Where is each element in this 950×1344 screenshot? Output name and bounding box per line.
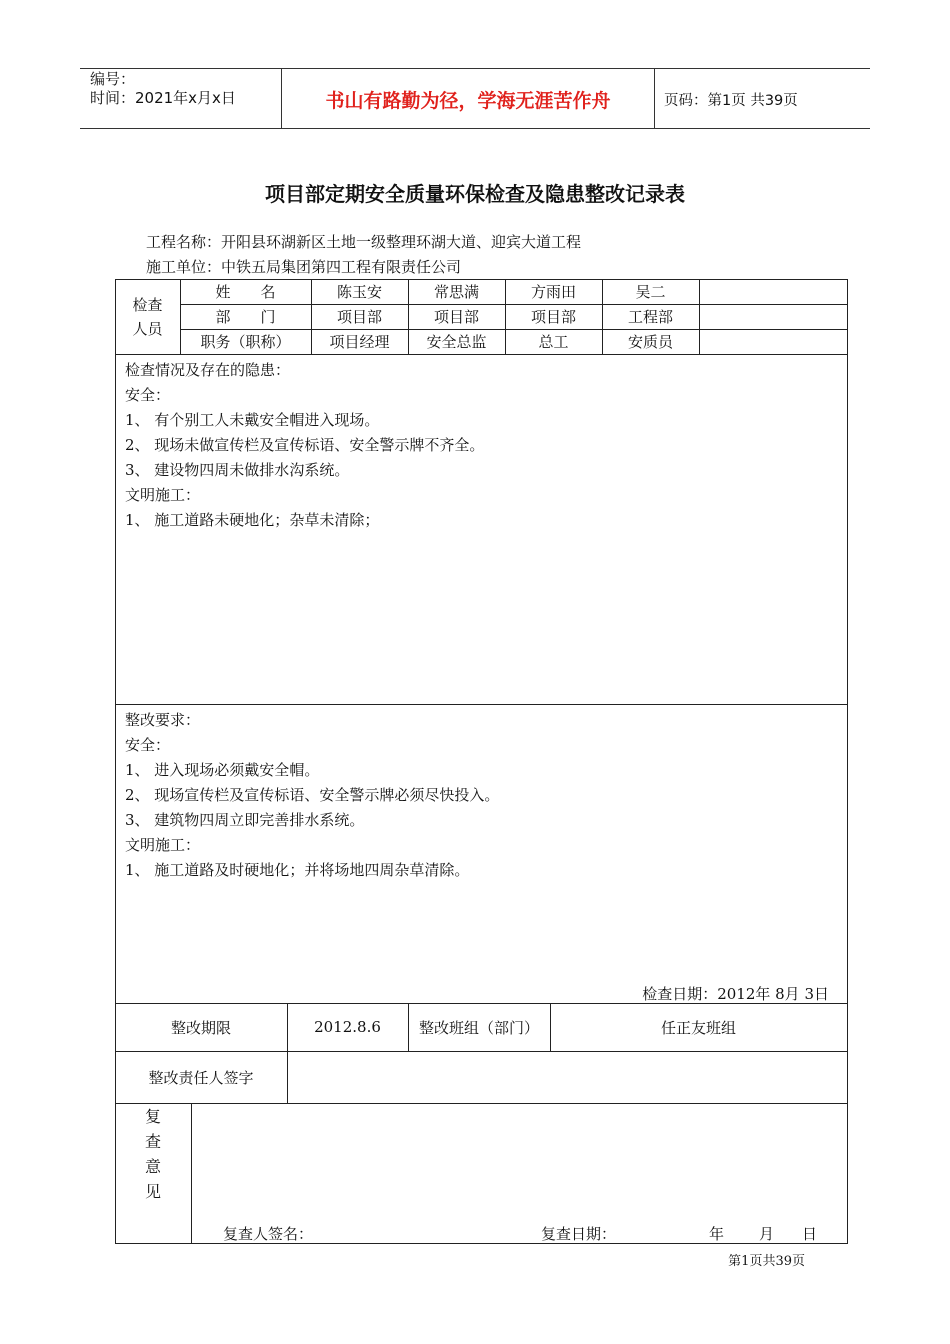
footer-page-text: 第1页共39页 bbox=[728, 1254, 805, 1269]
header-motto: 书山有路勤为径，学海无涯苦作舟 bbox=[325, 90, 611, 112]
findings-line: 1、 施工道路未硬地化；杂草未清除； bbox=[125, 511, 380, 529]
review-date-year: 年 bbox=[709, 1225, 725, 1243]
inspector-department: 项目部 bbox=[530, 308, 576, 326]
inspector-department: 项目部 bbox=[433, 308, 479, 326]
responsible-signature-label: 整改责任人签字 bbox=[148, 1068, 254, 1087]
table-line bbox=[115, 354, 848, 355]
inspector-position: 安质员 bbox=[627, 333, 673, 351]
inspector-name: 陈玉安 bbox=[336, 283, 382, 301]
review-label-char: 意 bbox=[144, 1157, 161, 1176]
findings-line: 文明施工： bbox=[125, 486, 201, 504]
project-name: 工程名称：开阳县环湖新区土地一级整理环湖大道、迎宾大道工程 bbox=[146, 233, 582, 251]
requirements-line: 整改要求： bbox=[125, 711, 201, 729]
contractor-name: 施工单位：中铁五局集团第四工程有限责任公司 bbox=[146, 258, 462, 276]
row-label-name: 姓 名 bbox=[215, 283, 276, 301]
row-label-position: 职务（职称） bbox=[200, 333, 291, 351]
requirements-line: 3、 建筑物四周立即完善排水系统。 bbox=[125, 811, 365, 829]
footer-page-number bbox=[0, 1250, 950, 1269]
inspectors-group-label-line: 人员 bbox=[132, 319, 163, 338]
inspector-name bbox=[699, 279, 847, 304]
requirements-line: 1、 进入现场必须戴安全帽。 bbox=[125, 761, 320, 779]
inspector-department: 项目部 bbox=[336, 308, 382, 326]
findings-line: 安全： bbox=[125, 386, 171, 404]
deadline-value: 2012.8.6 bbox=[314, 1018, 381, 1036]
inspector-name: 方雨田 bbox=[530, 283, 576, 301]
inspector-position bbox=[699, 329, 847, 354]
row-label-department: 部 门 bbox=[215, 308, 276, 326]
check-date: 检查日期：2012年 8月 3日 bbox=[642, 985, 829, 1003]
team-value: 任正友班组 bbox=[660, 1018, 736, 1037]
document-title: 项目部定期安全质量环保检查及隐患整改记录表 bbox=[265, 182, 685, 206]
reviewer-signature-label: 复查人签名： bbox=[223, 1225, 314, 1243]
header-divider-2 bbox=[654, 68, 655, 128]
table-line bbox=[847, 279, 848, 1243]
header-left bbox=[90, 70, 236, 108]
inspector-name: 常思满 bbox=[433, 283, 479, 301]
table-line bbox=[191, 1103, 192, 1243]
inspector-position: 总工 bbox=[538, 333, 569, 351]
review-label-char: 复 bbox=[144, 1107, 161, 1126]
inspector-position: 项目经理 bbox=[329, 333, 390, 351]
review-label-char: 见 bbox=[144, 1182, 161, 1201]
inspectors-group-label-line: 检查 bbox=[132, 295, 163, 314]
table-line bbox=[115, 1103, 848, 1104]
inspector-name: 吴二 bbox=[635, 283, 666, 301]
header-top-rule bbox=[80, 68, 870, 69]
inspector-department bbox=[699, 304, 847, 329]
requirements-line: 安全： bbox=[125, 736, 171, 754]
inspectors-group-label bbox=[115, 279, 180, 354]
document-time-label: 时间：2021年x月x日 bbox=[90, 89, 236, 107]
requirements-line: 文明施工： bbox=[125, 836, 201, 854]
review-label bbox=[138, 1104, 168, 1204]
review-date-month: 月 bbox=[759, 1225, 775, 1243]
responsible-signature-field[interactable] bbox=[287, 1051, 847, 1103]
document-number-label: 编号： bbox=[90, 70, 136, 88]
inspector-department: 工程部 bbox=[627, 308, 673, 326]
findings-line: 3、 建设物四周未做排水沟系统。 bbox=[125, 461, 350, 479]
requirements-line: 2、 现场宣传栏及宣传标语、安全警示牌必须尽快投入。 bbox=[125, 786, 500, 804]
requirements-line: 1、 施工道路及时硬地化；并将场地四周杂草清除。 bbox=[125, 861, 470, 879]
review-date-label: 复查日期： bbox=[541, 1225, 617, 1243]
findings-line: 检查情况及存在的隐患： bbox=[125, 361, 291, 379]
header-bottom-rule bbox=[80, 128, 870, 129]
inspector-position: 安全总监 bbox=[426, 333, 487, 351]
table-line bbox=[115, 704, 848, 705]
team-label: 整改班组（部门） bbox=[418, 1018, 539, 1037]
findings-line: 1、 有个别工人未戴安全帽进入现场。 bbox=[125, 411, 380, 429]
review-label-char: 查 bbox=[144, 1132, 161, 1151]
findings-line: 2、 现场未做宣传栏及宣传标语、安全警示牌不齐全。 bbox=[125, 436, 485, 454]
header-page-number: 页码：第1页 共39页 bbox=[664, 93, 798, 109]
deadline-label: 整改期限 bbox=[170, 1018, 231, 1037]
review-date-day: 日 bbox=[802, 1225, 818, 1243]
